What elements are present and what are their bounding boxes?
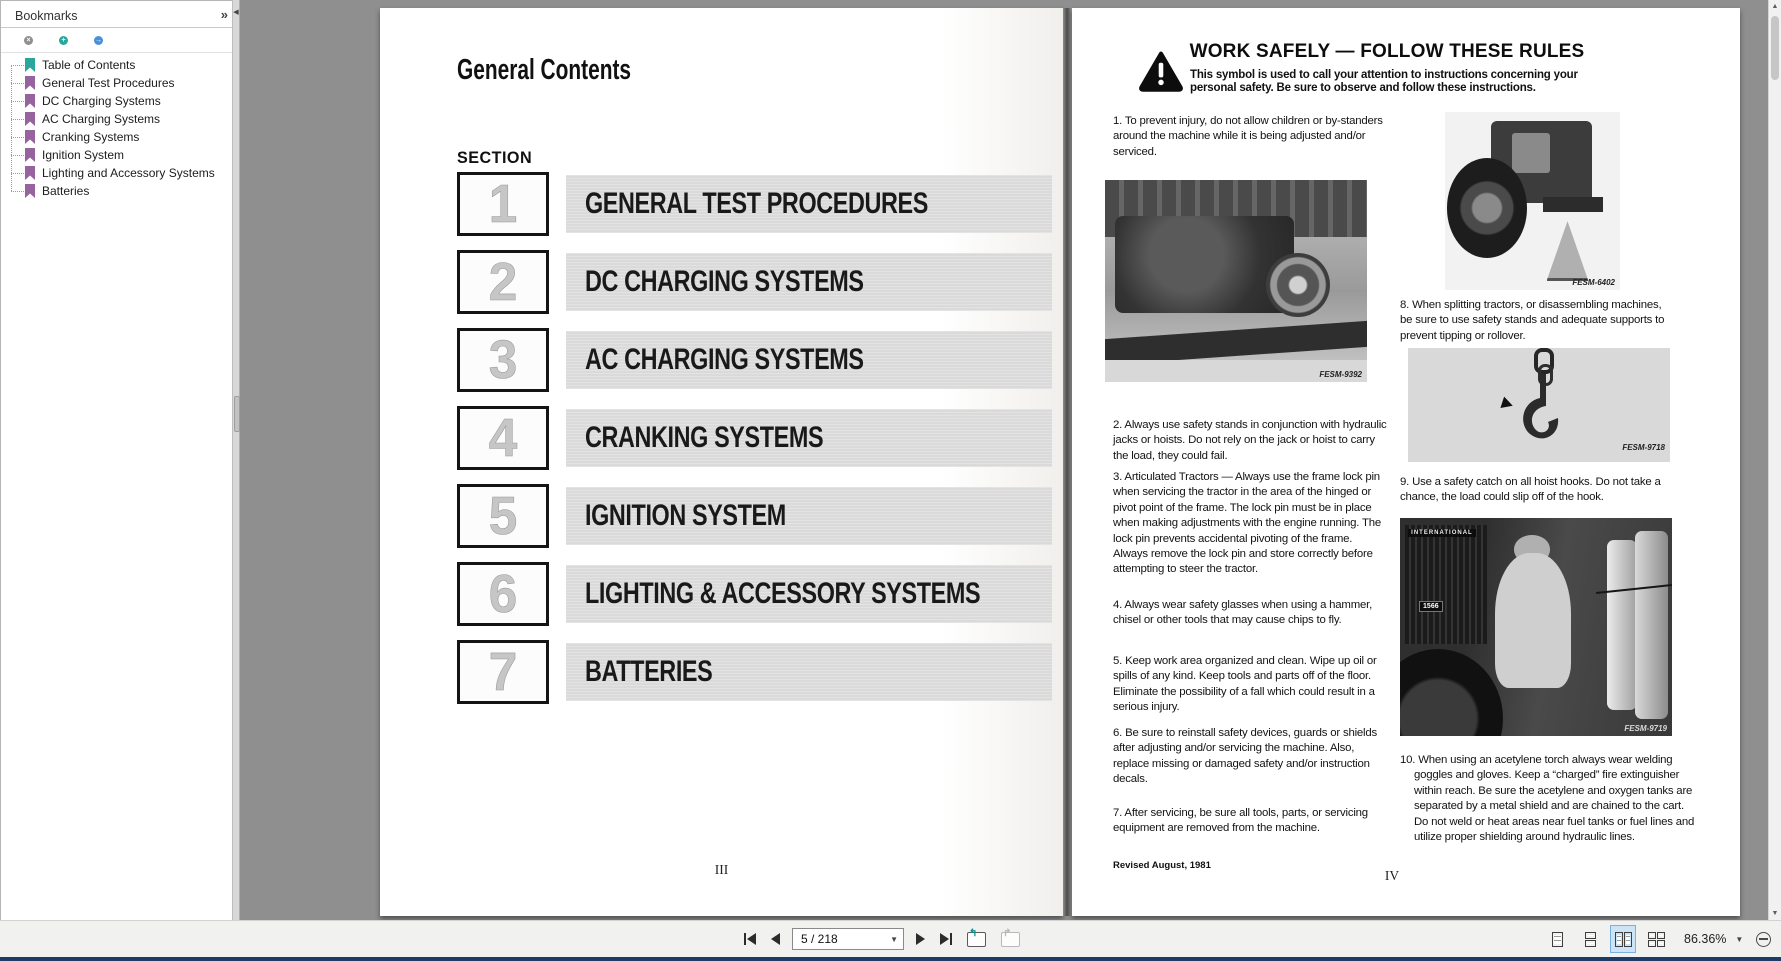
page-left-general-contents [380, 8, 1063, 916]
photo-caption: FESM-9718 [1622, 443, 1665, 452]
tractor-brand-label: INTERNATIONAL [1408, 529, 1476, 537]
bookmark-item-table-of-contents[interactable] [25, 57, 135, 73]
safety-rule-8: 8. When splitting tractors, or disassembling machines, be sure to use safety stands and adequate supports to prevent tipping or rollover. [1400, 299, 1665, 342]
section-row [380, 328, 1063, 394]
next-view-icon: ↱ [1001, 932, 1020, 947]
delete-bookmark-button[interactable] [13, 31, 33, 49]
next-page-icon [916, 933, 925, 945]
safety-rule-5: 5. Keep work area organized and clean. Wipe up oil or spills of any kind. Keep tools and parts off of the floor. Eliminate the possibility of a fall which could result in a serious injury. [1113, 655, 1377, 714]
page-number-value: 5 / 218 [801, 932, 838, 946]
delete-badge-icon: × [24, 36, 33, 45]
add-badge-icon: + [59, 36, 68, 45]
bookmark-label: AC Charging Systems [42, 112, 161, 126]
facing-continuous-view-button[interactable] [1643, 925, 1669, 953]
section-number-box: 1 [457, 172, 549, 236]
previous-view-icon: ↰ [967, 932, 986, 947]
next-page-button[interactable] [913, 928, 928, 950]
bookmark-label: Batteries [42, 184, 90, 198]
bookmark-label: General Test Procedures [42, 76, 175, 90]
goto-badge-icon: → [95, 37, 102, 44]
bookmark-item-general-test-procedures[interactable] [25, 75, 175, 91]
bottom-toolbar [0, 920, 1781, 957]
continuous-view-button[interactable] [1577, 925, 1603, 953]
zoom-level-value[interactable]: 86.36% [1684, 932, 1727, 946]
bookmark-item-cranking-systems[interactable] [25, 129, 139, 145]
bookmarks-panel-header [1, 5, 232, 28]
zoom-dropdown-caret-icon[interactable]: ▼ [1735, 934, 1744, 944]
section-row [380, 640, 1063, 706]
left-page-title: General Contents [457, 54, 632, 86]
bookmark-item-lighting-accessory-systems[interactable] [25, 165, 215, 181]
page-right-work-safely [1072, 8, 1740, 916]
safety-rule-6: 6. Be sure to reinstall safety devices, guards or shields after adjusting and/or servicing the machine. Also, replace missing or damaged safety and/or instruction decals. [1113, 727, 1378, 786]
section-row [380, 562, 1063, 628]
bookmark-label: DC Charging Systems [42, 94, 161, 108]
scroll-up-icon[interactable]: ▲ [1771, 3, 1779, 10]
bookmark-item-dc-charging-systems[interactable] [25, 93, 161, 109]
next-view-button[interactable] [998, 928, 1023, 950]
section-row [380, 484, 1063, 550]
safety-rule-3: 3. Articulated Tractors — Always use the frame lock pin when servicing the tractor in the area of the hinged or pivot point of the frame. The lock pin must be in place when making adjustments with the engine running. The lock pin prevents accidental pivoting of the frame. Always remove the lock pin and store correctly before attempting to steer the tractor. [1113, 471, 1381, 576]
facing-continuous-icon [1648, 932, 1656, 947]
bookmarks-panel-title: Bookmarks [15, 9, 78, 23]
section-banner: LIGHTING & ACCESSORY SYSTEMS [566, 565, 1052, 623]
bookmark-flag-icon [25, 184, 35, 198]
vertical-scrollbar[interactable] [1768, 0, 1781, 920]
bookmark-label: Ignition System [42, 148, 125, 162]
section-banner: AC CHARGING SYSTEMS [566, 331, 1052, 389]
continuous-view-icon [1585, 932, 1596, 947]
right-page-right-column [1400, 8, 1695, 916]
photo-welding-scene [1400, 518, 1672, 736]
photo-caption: FESM-9392 [1319, 370, 1362, 379]
hook-shape [1508, 372, 1572, 456]
section-row [380, 406, 1063, 472]
view-zoom-group [1544, 921, 1781, 957]
bookmark-flag-icon [25, 76, 35, 90]
facing-view-button[interactable] [1610, 925, 1636, 953]
previous-view-button[interactable] [964, 928, 989, 950]
bookmark-flag-icon [25, 166, 35, 180]
panel-expand-icon[interactable]: » [220, 7, 228, 22]
bookmark-flag-icon [25, 148, 35, 162]
safety-intro-text: This symbol is used to call your attention to instructions concerning your personal safety. Be sure to observe and follow these instructions. [1190, 69, 1578, 94]
page-dropdown-caret-icon[interactable]: ▼ [890, 934, 898, 944]
right-page-number: IV [1384, 868, 1400, 883]
section-number-box: 4 [457, 406, 549, 470]
bookmark-item-ac-charging-systems[interactable] [25, 111, 160, 127]
document-area [240, 0, 1768, 920]
previous-page-icon [771, 933, 780, 945]
safety-rule-9: 9. Use a safety catch on all hoist hooks. Do not take a chance, the load could slip off of the hook. [1400, 476, 1661, 504]
previous-page-button[interactable] [768, 928, 783, 950]
revised-date-note: Revised August, 1981 [1113, 860, 1211, 871]
add-bookmark-button[interactable] [48, 31, 68, 49]
section-number-box: 6 [457, 562, 549, 626]
page-seam [1063, 8, 1072, 916]
section-banner: DC CHARGING SYSTEMS [566, 253, 1052, 311]
left-page-number: III [714, 862, 729, 877]
bookmark-flag-icon [25, 58, 35, 72]
bookmark-label: Lighting and Accessory Systems [42, 166, 215, 180]
single-page-view-button[interactable] [1544, 925, 1570, 953]
page-number-input[interactable] [792, 928, 904, 950]
right-page-title: WORK SAFELY — FOLLOW THESE RULES [1189, 41, 1585, 62]
first-page-icon [747, 933, 756, 945]
bookmark-label: Cranking Systems [42, 130, 140, 144]
safety-rule-1: 1. To prevent injury, do not allow children or by-standers around the machine while it is being adjusted and/or serviced. [1113, 115, 1383, 158]
bookmark-item-batteries[interactable] [25, 183, 89, 199]
section-heading: SECTION [457, 148, 533, 167]
facing-view-icon [1615, 932, 1623, 947]
tractor-model-label: 1566 [1419, 601, 1443, 612]
photo-engine-service [1105, 180, 1367, 382]
bookmark-flag-icon [25, 94, 35, 108]
section-row [380, 250, 1063, 316]
single-page-icon [1552, 932, 1563, 947]
bookmark-item-ignition-system[interactable] [25, 147, 124, 163]
panel-splitter[interactable] [232, 0, 240, 920]
section-row [380, 172, 1063, 238]
scroll-down-icon[interactable]: ▼ [1771, 910, 1779, 917]
page-navigation-group [741, 921, 1023, 957]
section-number-box: 2 [457, 250, 549, 314]
bookmarks-toolbar [1, 28, 232, 53]
right-page-left-column [1113, 8, 1391, 916]
photo-tractor-on-stand [1445, 112, 1620, 290]
last-page-icon [940, 933, 949, 945]
photo-caption: FESM-9719 [1624, 724, 1667, 733]
photo-caption: FESM-6402 [1572, 278, 1615, 287]
window-bottom-edge [0, 957, 1781, 961]
section-number-box: 5 [457, 484, 549, 548]
section-banner: IGNITION SYSTEM [566, 487, 1052, 545]
safety-rule-4: 4. Always wear safety glasses when using a hammer, chisel or other tools that may cause chips to fly. [1113, 599, 1373, 627]
bookmark-flag-icon [25, 130, 35, 144]
last-page-button[interactable] [937, 928, 955, 950]
zoom-out-button[interactable] [1756, 932, 1771, 947]
section-banner: GENERAL TEST PROCEDURES [566, 175, 1052, 233]
first-page-button[interactable] [741, 928, 759, 950]
section-banner: CRANKING SYSTEMS [566, 409, 1052, 467]
goto-bookmark-button[interactable] [83, 31, 103, 49]
safety-rule-7: 7. After servicing, be sure all tools, parts, or servicing equipment are removed from the machine. [1113, 807, 1368, 835]
scrollbar-thumb[interactable] [1771, 16, 1779, 80]
section-number-box: 7 [457, 640, 549, 704]
panel-collapse-icon[interactable]: ◀ [233, 9, 239, 16]
section-number-box: 3 [457, 328, 549, 392]
safety-rule-10: 10. When using an acetylene torch always wear welding goggles and gloves. Keep a “charged” fire extinguisher within reach. Be sure the acetylene and oxygen tanks are separated by a metal shield and are chained to the cart. Do not weld or heat areas near fuel tanks or fuel lines and utilize proper shielding around hydraulic lines. [1400, 754, 1695, 844]
bookmark-flag-icon [25, 112, 35, 126]
bookmark-label: Table of Contents [42, 58, 136, 72]
bookmarks-panel [0, 0, 232, 920]
safety-rule-2: 2. Always use safety stands in conjunction with hydraulic jacks or hoists. Do not rely on the jack or hoist to carry the load, they could fail. [1113, 419, 1387, 462]
section-banner: BATTERIES [566, 643, 1052, 701]
photo-hoist-hook [1408, 348, 1670, 462]
